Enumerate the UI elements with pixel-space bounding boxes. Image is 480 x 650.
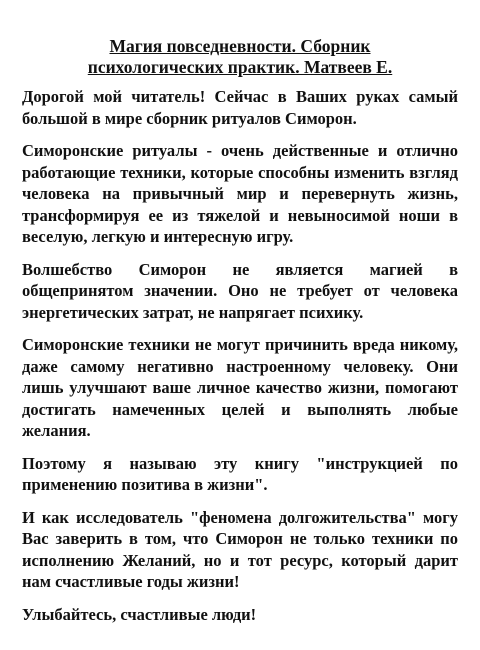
paragraph-rituals: Симоронские ритуалы - очень действенные и отлично работающие техники, которые способны изменить взгляд человека на привычный мир и перевернуть жизнь, трансформируя ее из тяжелой и невыносимой ноши в веселую, легкую и интересную игру. [22, 141, 458, 246]
title-line-2: психологических практик. Матвеев Е. [87, 57, 393, 77]
paragraph-instruction: Поэтому я называю эту книгу "инструкцией по применению позитива в жизни". [22, 453, 458, 494]
title-line-1: Магия повседневности. Сборник [109, 36, 371, 56]
paragraph-techniques: Симоронские техники не могут причинить вреда никому, даже самому негативно настроенному человеку. Они лишь улучшают ваше личное качество жизни, помогают достигать намеченных целей и выполнять любые желания. [22, 335, 458, 440]
paragraph-closing: Улыбайтесь, счастливые люди! [22, 604, 257, 624]
paragraph-greeting: Дорогой мой читатель! Сейчас в Ваших руках самый большой в мире сборник ритуалов Симорон. [22, 87, 458, 128]
paragraph-longevity: И как исследователь "феномена долгожительства" могу Вас заверить в том, что Симорон не только техники по исполнению Желаний, но и тот ресурс, который дарит нам счастливые годы жизни! [22, 507, 458, 591]
document-title [22, 36, 458, 78]
paragraph-magic: Волшебство Симорон не является магией в общепринятом значении. Оно не требует от человека энергетических затрат, не напрягает психику. [22, 259, 458, 322]
